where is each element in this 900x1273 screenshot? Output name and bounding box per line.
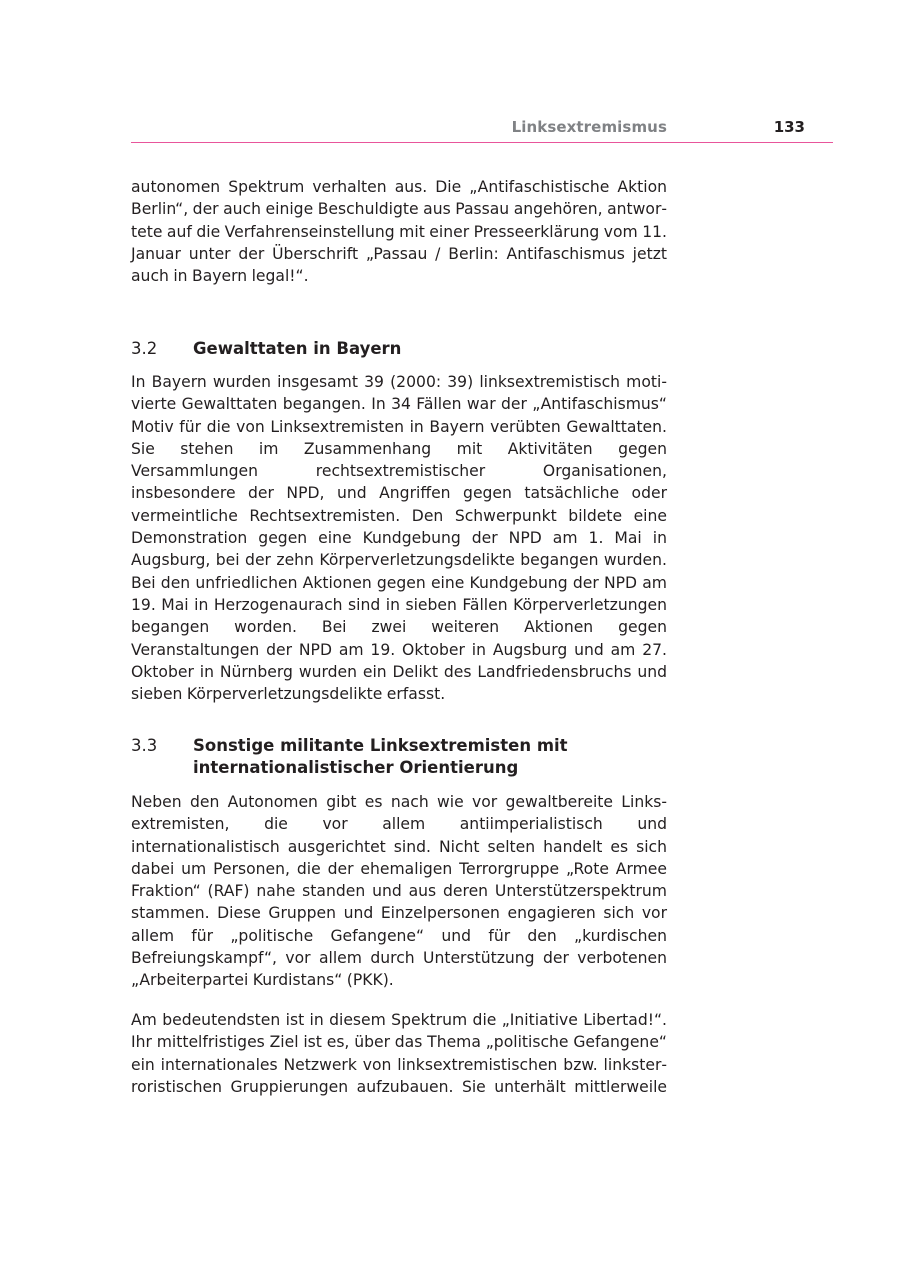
intro-paragraph: autonomen Spektrum verhalten aus. Die „Antifaschistische Aktion Berlin“, der auch einige Beschuldigte aus Passau angehören, antwortete auf die Verfahrenseinstellung mit einer Presseerklärung vom 11. Januar unter der Überschrift „Passau / Berlin: Antifaschismus jetzt auch in Bayern legal!“. <box>131 178 667 286</box>
section-number: 3.3 <box>131 736 158 755</box>
section-3-3-body-continued <box>131 1009 667 1098</box>
intro-paragraph-block <box>131 176 667 287</box>
section-title: Gewalttaten in Bayern <box>193 339 402 358</box>
section-3-3-body <box>131 791 667 992</box>
section-title: Sonstige militante Linksextremisten mit internationalistischer Orientierung <box>193 736 568 777</box>
section-number: 3.2 <box>131 339 158 358</box>
paragraph: Am bedeutendsten ist in diesem Spektrum die „Initiative Libertad!“. Ihr mittelfristiges Ziel ist es, über das Thema „politische Gefangene“ ein internationales Netzwerk von linksextremistischen bzw. linksterroristischen Gruppierungen aufzubauen. Sie unterhält mittlerweile <box>131 1011 667 1096</box>
page-number: 133 <box>773 118 805 136</box>
section-heading-3-3 <box>131 735 691 781</box>
running-header <box>131 116 833 143</box>
paragraph: Neben den Autonomen gibt es nach wie vor gewaltbereite Linksextremisten, die vor allem antiimperialistisch und internationalistisch ausgerichtet sind. Nicht selten handelt es sich dabei um Personen, die der ehemaligen Terrorgruppe „Rote Armee Fraktion“ (RAF) nahe standen und aus deren Unterstützerspektrum stammen. Diese Gruppen und Einzelpersonen engagieren sich vor allem für „politische Gefangene“ und für den „kurdischen Befreiungskampf“, vor allem durch Unterstützung der verbotenen „Arbeiterpartei Kurdistans“ (PKK). <box>131 793 667 990</box>
running-title: Linksextremismus <box>511 118 667 136</box>
paragraph: In Bayern wurden insgesamt 39 (2000: 39) linksextremistisch motivierte Gewalttaten begangen. In 34 Fällen war der „Antifaschismus“ Motiv für die von Linksextremisten in Bayern verübten Gewalttaten. Sie stehen im Zusammenhang mit Aktivitäten gegen Versammlungen rechtsextremistischer Organisationen, insbesondere der NPD, und Angriffen gegen tatsächliche oder vermeintliche Rechtsextremisten. Den Schwerpunkt bildete eine Demonstration gegen eine Kundgebung der NPD am 1. Mai in Augsburg, bei der zehn Körperverletzungsdelikte begangen wurden. Bei den unfriedlichen Aktionen gegen eine Kundgebung der NPD am 19. Mai in Herzogenaurach sind in sieben Fällen Körperverletzungen begangen worden. Bei zwei weiteren Aktionen gegen Veranstaltungen der NPD am 19. Oktober in Augsburg und am 27. Oktober in Nürnberg wurden ein Delikt des Landfriedensbruchs und sieben Körperverletzungsdelikte erfasst. <box>131 373 667 704</box>
section-3-2-body <box>131 371 667 705</box>
